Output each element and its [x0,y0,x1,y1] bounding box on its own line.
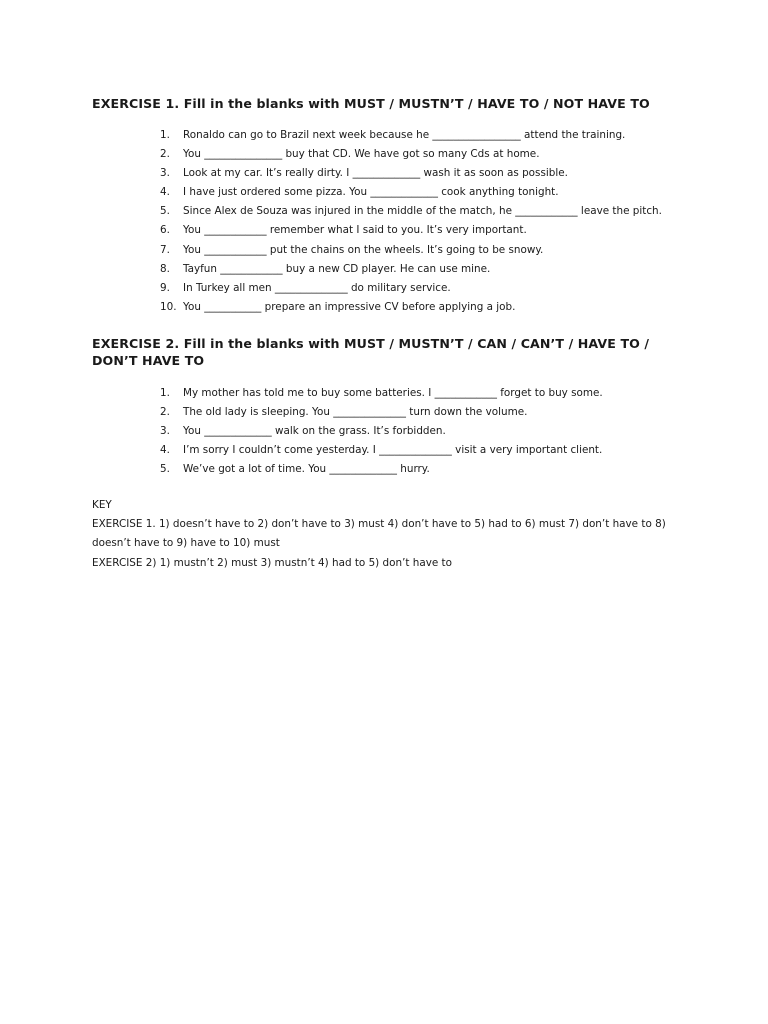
exercise-1-title: EXERCISE 1. Fill in the blanks with MUST / MUSTN’T / HAVE TO / NOT HAVE TO [92,96,650,111]
key-line: EXERCISE 1. 1) doesn’t have to 2) don’t have to 3) must 4) don’t have to 5) had to 6) must 7) don’t have to 8) [92,518,666,531]
item-text: You ____________ remember what I said to you. It’s very important. [183,224,527,237]
list-item [160,403,720,422]
item-text: Tayfun ____________ buy a new CD player. He can use mine. [183,262,491,275]
exercise-2-list [160,384,720,479]
exercise-1-list [160,126,720,317]
item-number: 5. [160,205,170,218]
list-item [160,384,720,403]
item-text: The old lady is sleeping. You ______________ turn down the volume. [183,406,528,419]
list-item [160,298,720,317]
item-number: 4. [160,444,170,457]
item-number: 8. [160,262,170,275]
item-number: 2. [160,148,170,161]
item-text: My mother has told me to buy some batteries. I ____________ forget to buy some. [183,387,603,399]
item-text: I’m sorry I couldn’t come yesterday. I ______________ visit a very important client. [183,444,603,457]
list-item [160,183,720,202]
list-item [160,441,720,460]
item-number: 7. [160,243,170,256]
item-text: You _____________ walk on the grass. It’s forbidden. [183,425,446,438]
item-number: 1. [160,387,170,399]
key-line: EXERCISE 2) 1) mustn’t 2) must 3) mustn’t 4) had to 5) don’t have to [92,556,452,569]
key-line: doesn’t have to 9) have to 10) must [92,537,280,550]
item-text: Ronaldo can go to Brazil next week because he _________________ attend the training. [183,129,626,141]
item-number: 2. [160,406,170,419]
item-text: We’ve got a lot of time. You _____________ hurry. [183,463,430,476]
list-item [160,241,720,260]
exercise-2-title: EXERCISE 2. Fill in the blanks with MUST / MUSTN’T / CAN / CAN’T / HAVE TO / DON’T HAVE TO [92,336,650,368]
item-number: 3. [160,425,170,438]
item-text: In Turkey all men ______________ do military service. [183,281,451,294]
list-item [160,145,720,164]
item-number: 10. [160,300,177,313]
item-text: You ____________ put the chains on the wheels. It’s going to be snowy. [183,243,544,256]
list-item [160,202,720,221]
item-text: Look at my car. It’s really dirty. I _____________ wash it as soon as possible. [183,167,568,180]
list-item [160,221,720,240]
item-text: I have just ordered some pizza. You _____________ cook anything tonight. [183,186,559,199]
item-number: 1. [160,129,170,141]
item-text: You _______________ buy that CD. We have got so many Cds at home. [183,148,540,161]
item-number: 4. [160,186,170,199]
item-text: You ___________ prepare an impressive CV before applying a job. [183,300,516,313]
list-item [160,279,720,298]
item-number: 3. [160,167,170,180]
list-item [160,126,720,145]
list-item [160,260,720,279]
list-item [160,164,720,183]
list-item [160,460,720,479]
item-number: 9. [160,281,170,294]
list-item [160,422,720,441]
item-number: 6. [160,224,170,237]
item-number: 5. [160,463,170,476]
key-heading: KEY [92,499,112,511]
item-text: Since Alex de Souza was injured in the middle of the match, he ____________ leave the pitch. [183,205,662,218]
answer-key [92,496,712,573]
